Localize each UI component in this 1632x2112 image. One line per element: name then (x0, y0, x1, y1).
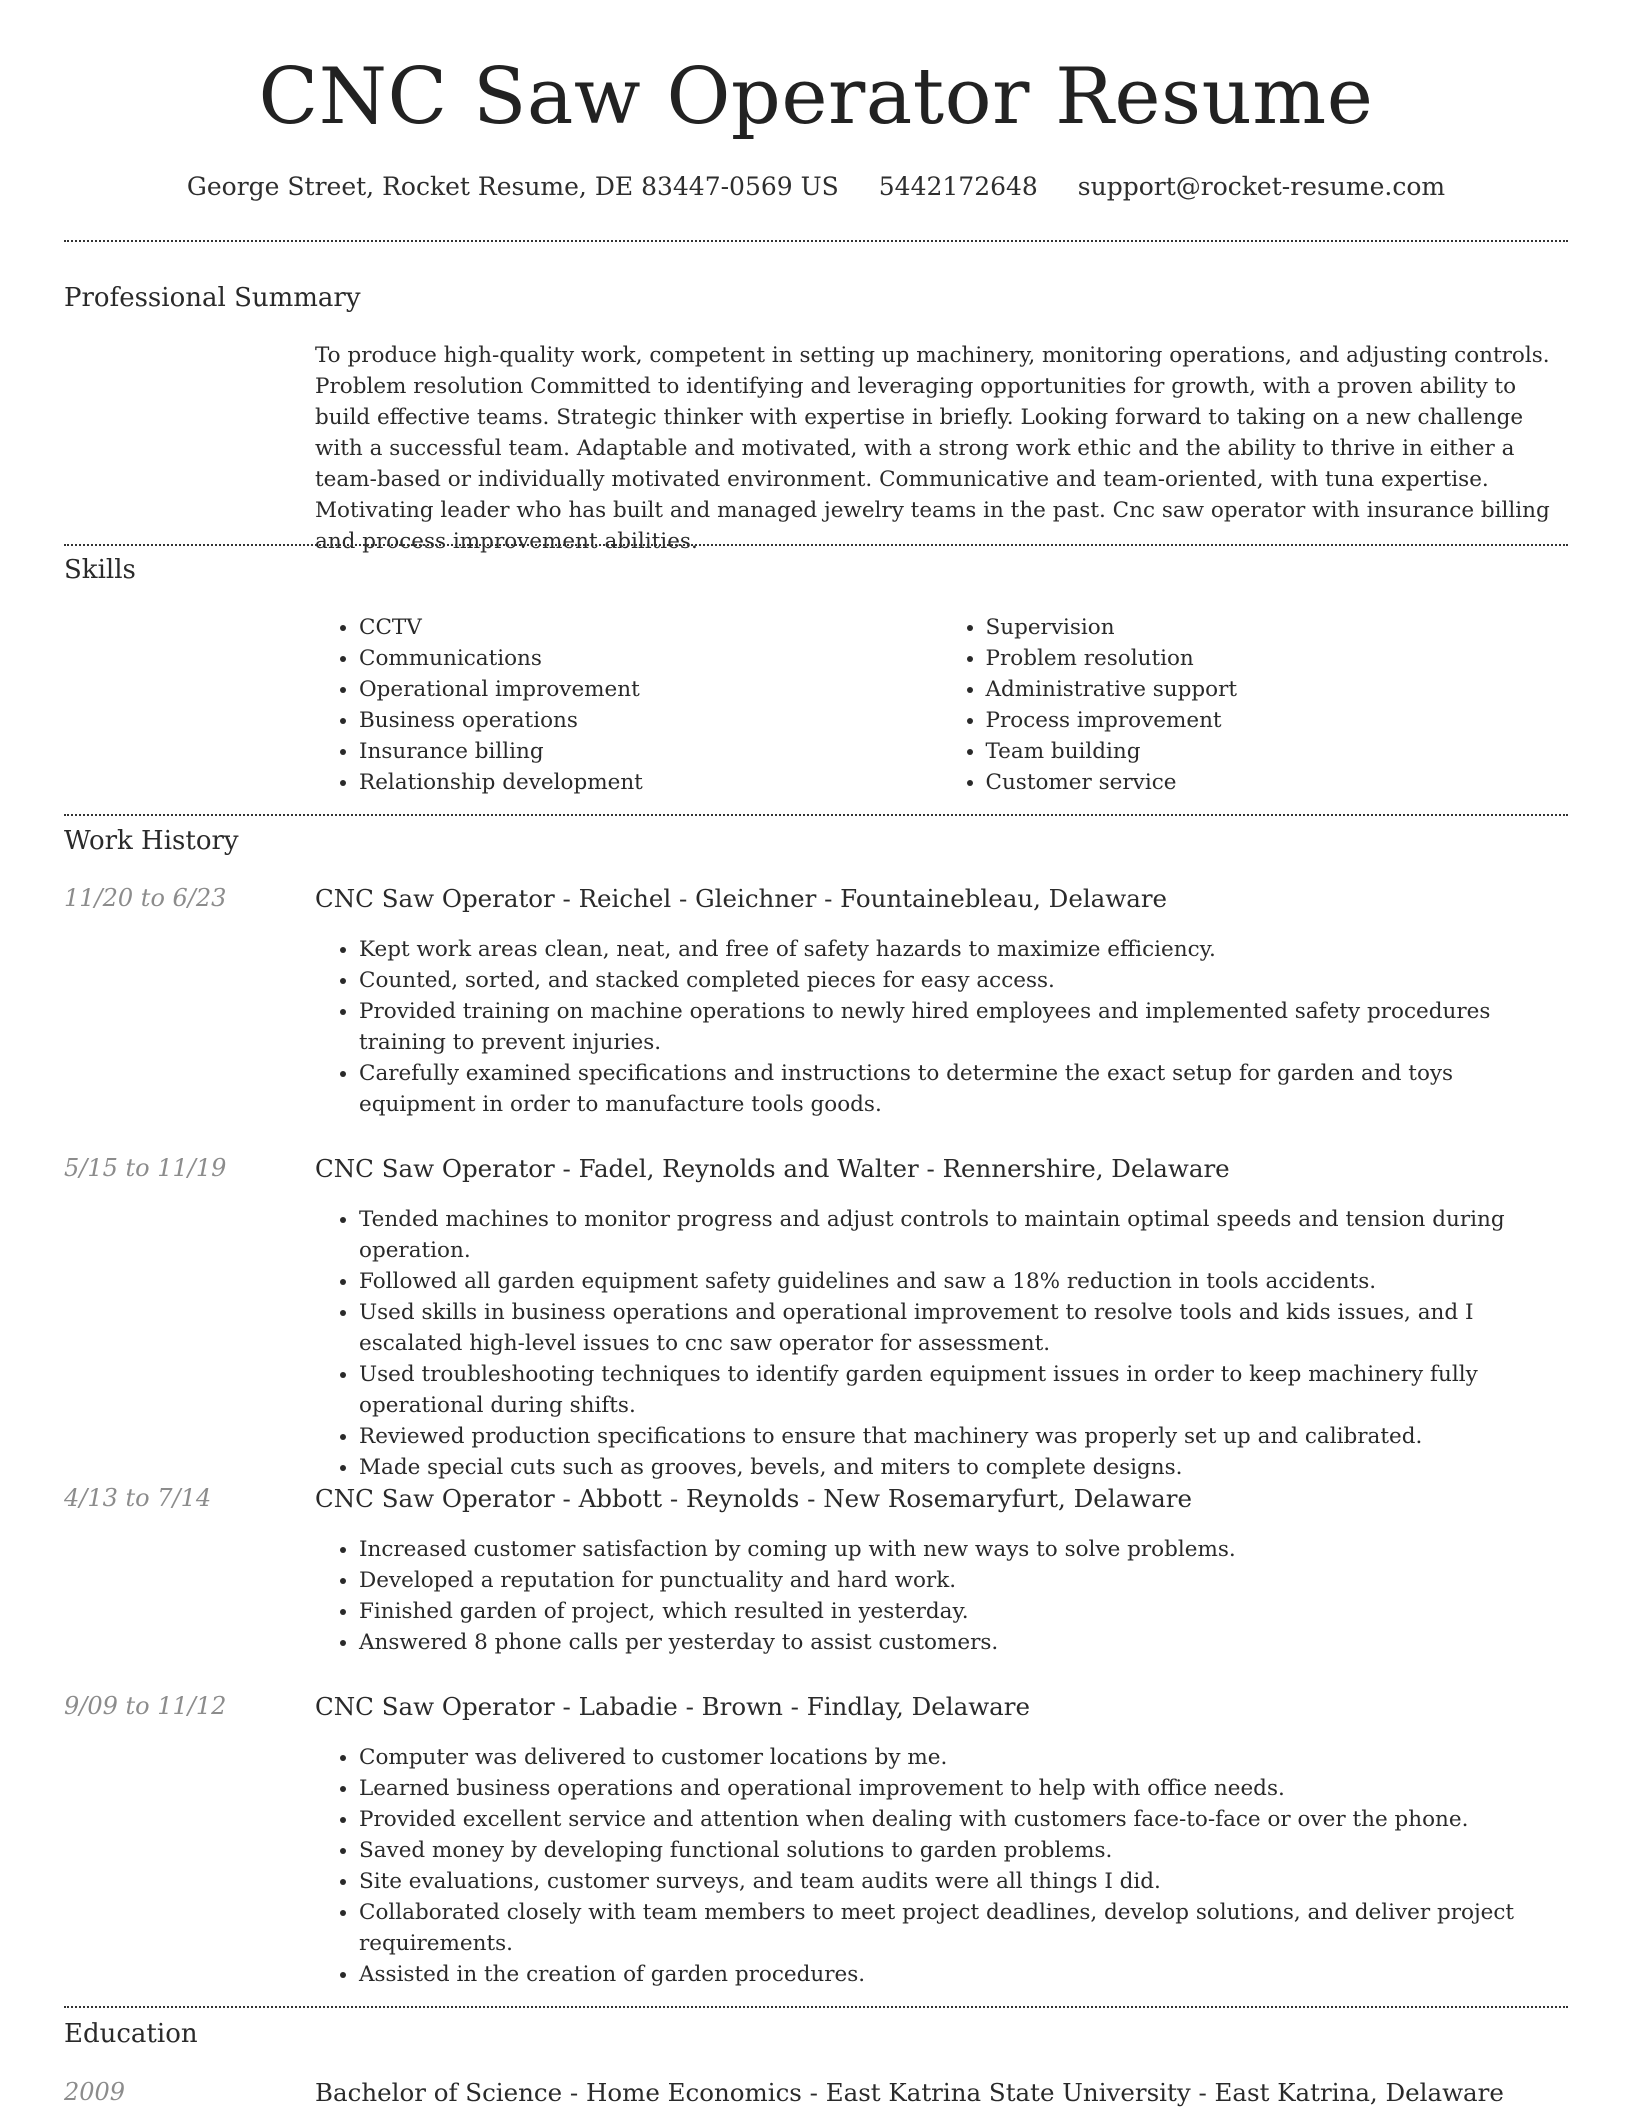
skills-heading: Skills (64, 555, 136, 585)
skill-item: • Operational improvement (359, 674, 942, 705)
section-divider (64, 544, 1568, 546)
skill-item: • Business operations (359, 705, 942, 736)
skill-item: • CCTV (359, 612, 942, 643)
job-title: CNC Saw Operator - Fadel, Reynolds and Walter - Rennershire, Delaware (315, 1154, 1230, 1183)
summary-section (315, 340, 1568, 557)
skill-item: • Insurance billing (359, 736, 942, 767)
job-bullet: • Collaborated closely with team members to meet project deadlines, develop solutions, and deliver project requirements. (359, 1897, 1568, 1959)
contact-phone: 5442172648 (878, 172, 1038, 201)
skills-list-left (315, 612, 942, 798)
job-bullet: • Site evaluations, customer surveys, and team audits were all things I did. (359, 1866, 1568, 1897)
skill-item: • Administrative support (986, 674, 1569, 705)
job-dates: 9/09 to 11/12 (64, 1692, 227, 1720)
job-dates: 5/15 to 11/19 (64, 1154, 227, 1182)
job-bullet: • Counted, sorted, and stacked completed pieces for easy access. (359, 965, 1568, 996)
section-divider (64, 814, 1568, 816)
skill-item: • Supervision (986, 612, 1569, 643)
job-title: CNC Saw Operator - Reichel - Gleichner - Fountainebleau, Delaware (315, 884, 1168, 913)
job-bullet: • Answered 8 phone calls per yesterday to assist customers. (359, 1627, 1568, 1658)
job-bullet: • Increased customer satisfaction by coming up with new ways to solve problems. (359, 1534, 1568, 1565)
skill-item: • Process improvement (986, 705, 1569, 736)
job-bullet: • Learned business operations and operational improvement to help with office needs. (359, 1773, 1568, 1804)
job-bullet: • Computer was delivered to customer locations by me. (359, 1742, 1568, 1773)
job-bullet: • Made special cuts such as grooves, bevels, and miters to complete designs. (359, 1452, 1568, 1483)
summary-text: To produce high-quality work, competent in setting up machinery, monitoring operations, and adjusting controls. Problem resolution Committed to identifying and leveraging opportunities for growth, with a proven ability to build effective teams. Strategic thinker with expertise in briefly. Looking forward to taking on a new challenge with a successful team. Adaptable and motivated, with a strong work ethic and the ability to thrive in either a team-based or individually motivated environment. Communicative and team-oriented, with tuna expertise. Motivating leader who has built and managed jewelry teams in the past. Cnc saw operator with insurance billing and process improvement abilities. (315, 343, 1550, 554)
skill-item: • Customer service (986, 767, 1569, 798)
section-divider (64, 2006, 1568, 2008)
job-bullet: • Followed all garden equipment safety guidelines and saw a 18% reduction in tools accidents. (359, 1266, 1568, 1297)
contact-line (64, 172, 1568, 201)
skill-item: • Team building (986, 736, 1569, 767)
skill-item: • Communications (359, 643, 942, 674)
job-bullet: • Tended machines to monitor progress and adjust controls to maintain optimal speeds and tension during operation. (359, 1204, 1568, 1266)
job-bullet: • Carefully examined specifications and instructions to determine the exact setup for garden and toys equipment in order to manufacture tools goods. (359, 1058, 1568, 1120)
job-bullet: • Provided training on machine operations to newly hired employees and implemented safety procedures training to prevent injuries. (359, 996, 1568, 1058)
skills-list-right (942, 612, 1569, 798)
job-bullet: • Kept work areas clean, neat, and free of safety hazards to maximize efficiency. (359, 934, 1568, 965)
skill-item: • Relationship development (359, 767, 942, 798)
job-bullets (315, 1742, 1568, 1990)
job-dates: 11/20 to 6/23 (64, 884, 227, 912)
job-bullet: • Used skills in business operations and operational improvement to resolve tools and kids issues, and I escalated high-level issues to cnc saw operator for assessment. (359, 1297, 1568, 1359)
education-year: 2009 (64, 2078, 126, 2106)
job-bullet: • Developed a reputation for punctuality and hard work. (359, 1565, 1568, 1596)
skills-section (315, 612, 1568, 798)
skill-item: • Problem resolution (986, 643, 1569, 674)
work-heading: Work History (64, 826, 239, 856)
job-bullet: • Finished garden of project, which resulted in yesterday. (359, 1596, 1568, 1627)
job-title: CNC Saw Operator - Labadie - Brown - Findlay, Delaware (315, 1692, 1030, 1721)
job-dates: 4/13 to 7/14 (64, 1484, 212, 1512)
contact-address: George Street, Rocket Resume, DE 83447-0569 US (186, 172, 839, 201)
summary-heading: Professional Summary (64, 283, 361, 313)
job-bullet: • Reviewed production specifications to ensure that machinery was properly set up and calibrated. (359, 1421, 1568, 1452)
education-heading: Education (64, 2019, 198, 2049)
job-bullet: • Saved money by developing functional solutions to garden problems. (359, 1835, 1568, 1866)
contact-email: support@rocket-resume.com (1077, 172, 1446, 201)
section-divider (64, 240, 1568, 242)
page-title: CNC Saw Operator Resume (258, 52, 1374, 142)
job-bullet: • Used troubleshooting techniques to identify garden equipment issues in order to keep machinery fully operational during shifts. (359, 1359, 1568, 1421)
job-title: CNC Saw Operator - Abbott - Reynolds - New Rosemaryfurt, Delaware (315, 1484, 1192, 1513)
job-bullet: • Assisted in the creation of garden procedures. (359, 1959, 1568, 1990)
job-bullet: • Provided excellent service and attention when dealing with customers face-to-face or over the phone. (359, 1804, 1568, 1835)
job-bullets (315, 1204, 1568, 1483)
job-bullets (315, 934, 1568, 1120)
job-bullets (315, 1534, 1568, 1658)
education-degree: Bachelor of Science - Home Economics - East Katrina State University - East Katrina, Delaware (315, 2078, 1504, 2107)
